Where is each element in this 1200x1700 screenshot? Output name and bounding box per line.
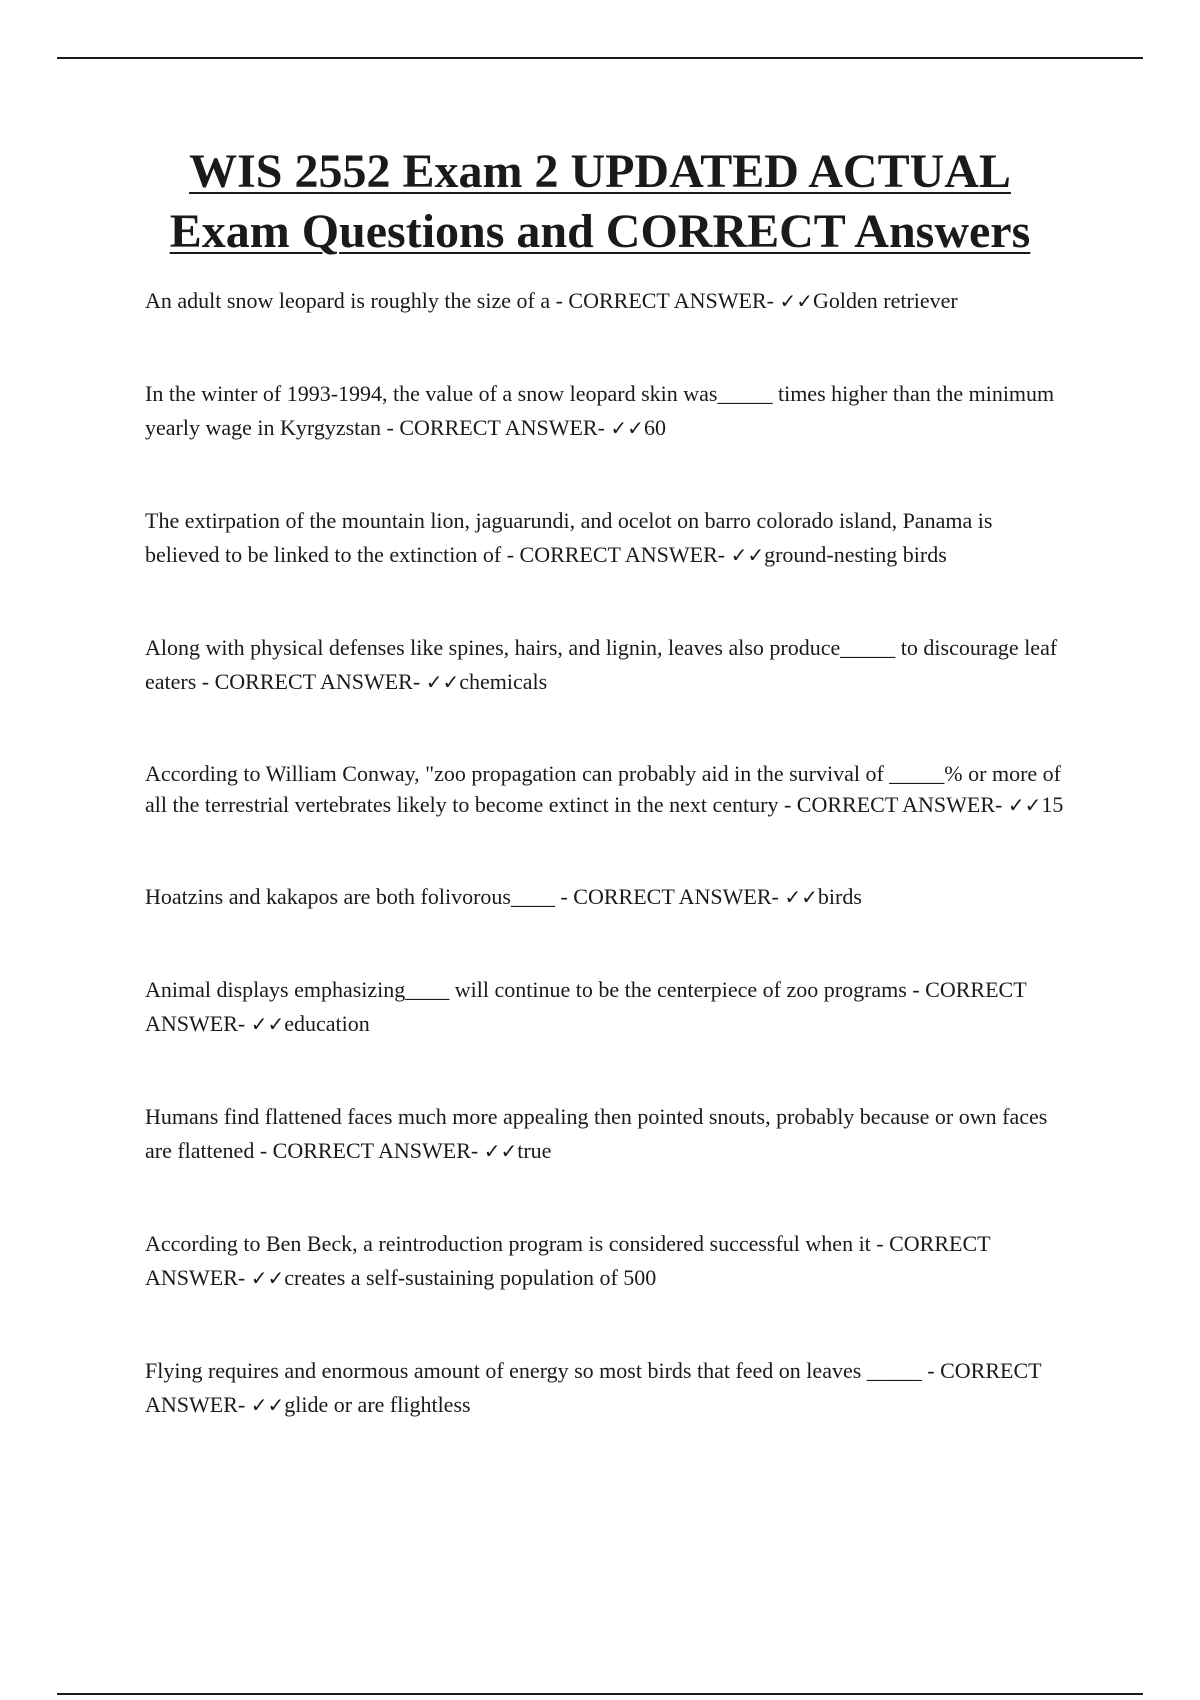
- question-text: According to Ben Beck, a reintroduction program is considered successful when it: [145, 1231, 871, 1256]
- correct-answer-label: - CORRECT ANSWER-: [778, 792, 1008, 817]
- question-text: Humans find flattened faces much more appealing then pointed snouts, probably because or own faces are flattened: [145, 1104, 1053, 1163]
- correct-answer-label: - CORRECT ANSWER-: [254, 1138, 484, 1163]
- qa-item-3: [145, 504, 1065, 572]
- bottom-rule: [57, 1693, 1143, 1695]
- answer-text: creates a self-sustaining population of 500: [284, 1265, 657, 1290]
- question-text: In the winter of 1993-1994, the value of a snow leopard skin was_____ times higher than the minimum yearly wage in Kyrgyzstan: [145, 381, 1060, 440]
- question-text: According to William Conway, "zoo propagation can probably aid in the survival of _____% or more of all the terrestrial vertebrates likely to become extinct in the next century: [145, 761, 1067, 817]
- document-title: [0, 142, 1200, 262]
- question-text: Hoatzins and kakapos are both folivorous____: [145, 884, 555, 909]
- qa-item-10: [145, 1354, 1065, 1422]
- correct-answer-label: - CORRECT ANSWER-: [381, 415, 611, 440]
- answer-text: birds: [817, 884, 862, 909]
- double-check-icon: ✓✓: [610, 416, 644, 440]
- qa-item-8: [145, 1100, 1065, 1168]
- answer-text: Golden retriever: [812, 288, 958, 313]
- question-text: Along with physical defenses like spines, hairs, and lignin, leaves also produce_____ to discourage leaf eaters: [145, 635, 1063, 694]
- answer-text: chemicals: [459, 669, 548, 694]
- question-text: The extirpation of the mountain lion, jaguarundi, and ocelot on barro colorado island, Panama is believed to be linked to the extinction of: [145, 508, 998, 567]
- double-check-icon: ✓✓: [779, 289, 813, 313]
- correct-answer-label: - CORRECT ANSWER-: [196, 669, 426, 694]
- qa-item-1: [145, 284, 1065, 318]
- double-check-icon: ✓✓: [250, 1266, 285, 1290]
- correct-answer-label: - CORRECT ANSWER-: [550, 288, 780, 313]
- answer-text: ground-nesting birds: [764, 542, 947, 567]
- title-line-1: WIS 2552 Exam 2 UPDATED ACTUAL: [189, 145, 1011, 198]
- question-text: An adult snow leopard is roughly the size of a: [145, 288, 551, 313]
- double-check-icon: ✓✓: [250, 1012, 285, 1036]
- question-text: Flying requires and enormous amount of energy so most birds that feed on leaves _____: [145, 1358, 922, 1383]
- qa-item-9: [145, 1227, 1065, 1295]
- answer-text: 15: [1041, 792, 1064, 817]
- answer-text: true: [517, 1138, 552, 1163]
- double-check-icon: ✓✓: [1007, 793, 1042, 817]
- top-rule: [57, 57, 1143, 59]
- question-answer-list: [145, 284, 1065, 1481]
- double-check-icon: ✓✓: [730, 543, 765, 567]
- correct-answer-label: - CORRECT ANSWER-: [145, 1231, 995, 1290]
- answer-text: glide or are flightless: [284, 1392, 471, 1417]
- qa-item-6: [145, 880, 1065, 914]
- double-check-icon: ✓✓: [784, 885, 818, 909]
- qa-item-5: [145, 758, 1065, 821]
- question-text: Animal displays emphasizing____ will continue to be the centerpiece of zoo programs: [145, 977, 907, 1002]
- qa-item-7: [145, 973, 1065, 1041]
- correct-answer-label: - CORRECT ANSWER-: [145, 1358, 1046, 1417]
- correct-answer-label: - CORRECT ANSWER-: [145, 977, 1031, 1036]
- correct-answer-label: - CORRECT ANSWER-: [501, 542, 731, 567]
- qa-item-2: [145, 377, 1065, 445]
- double-check-icon: ✓✓: [483, 1139, 518, 1163]
- double-check-icon: ✓✓: [425, 670, 460, 694]
- answer-text: education: [284, 1011, 370, 1036]
- correct-answer-label: - CORRECT ANSWER-: [554, 884, 785, 909]
- answer-text: 60: [643, 415, 666, 440]
- title-line-2: Exam Questions and CORRECT Answers: [169, 205, 1031, 258]
- double-check-icon: ✓✓: [250, 1393, 285, 1417]
- qa-item-4: [145, 631, 1065, 699]
